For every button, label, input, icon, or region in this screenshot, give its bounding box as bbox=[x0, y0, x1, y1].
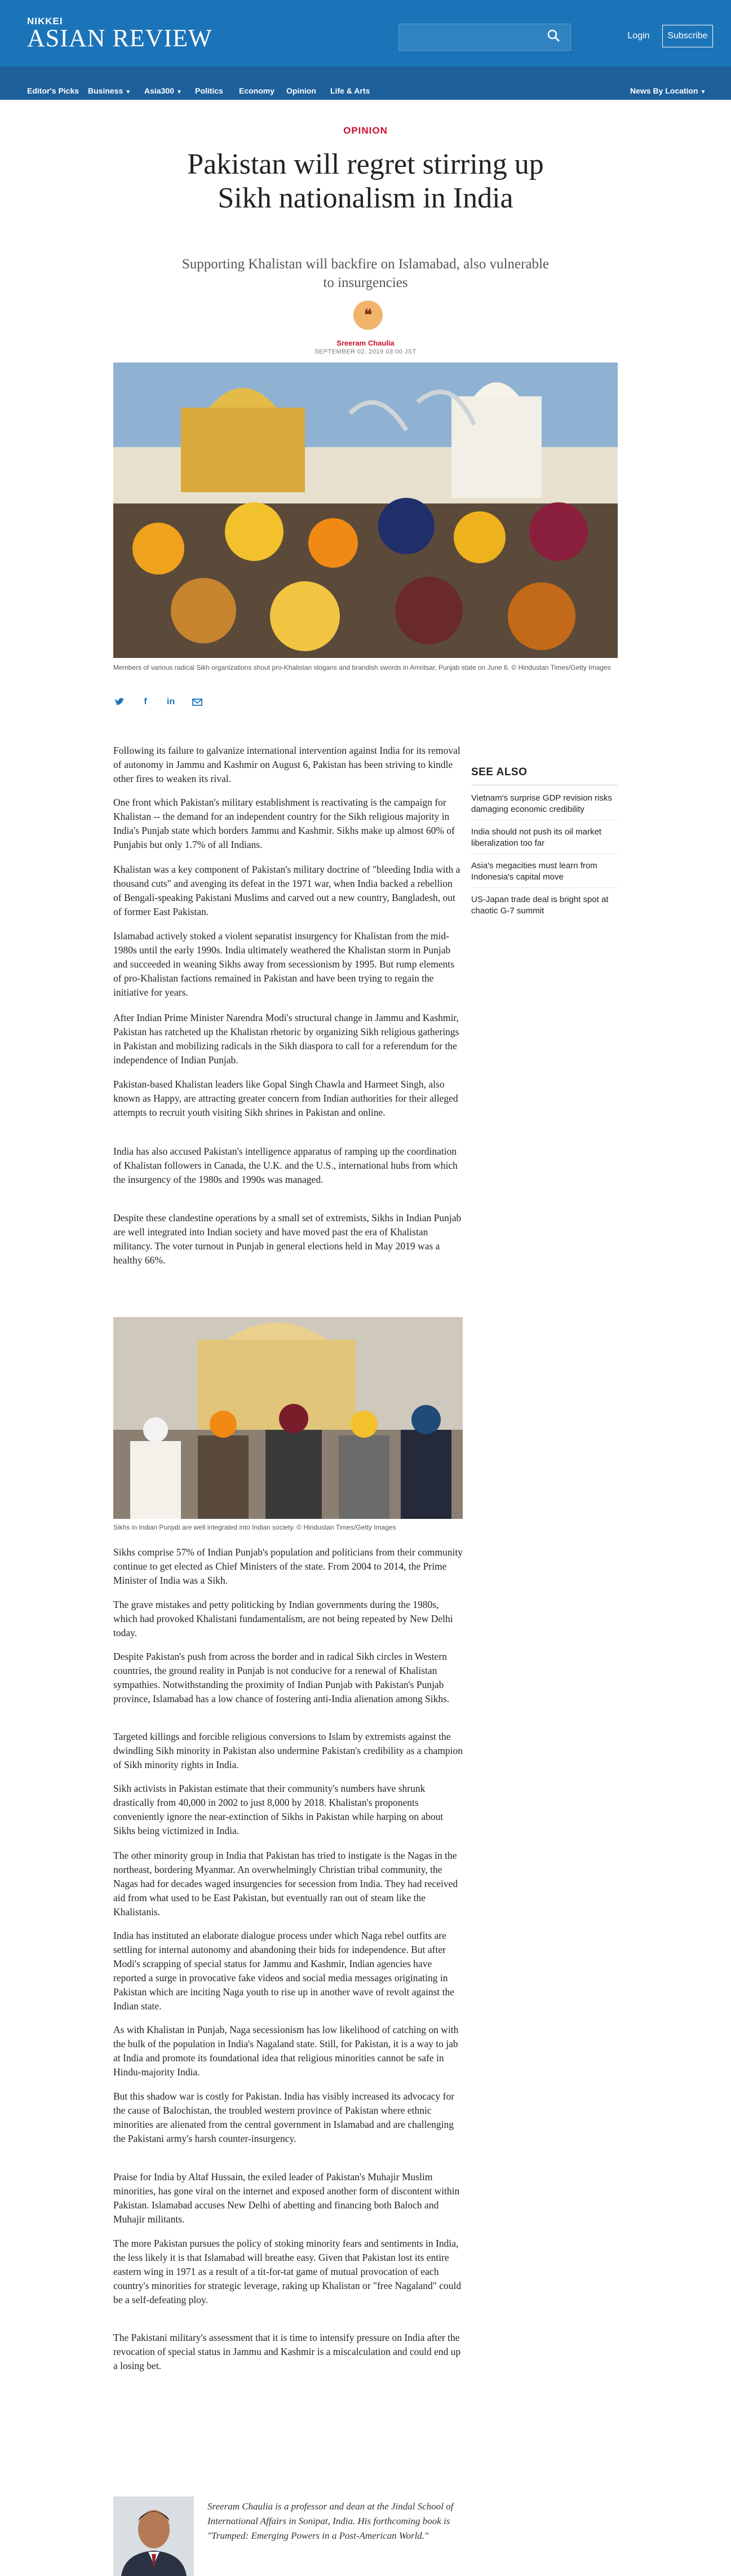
nav-editors-picks[interactable] bbox=[27, 86, 79, 95]
author-photo-illustration bbox=[113, 2497, 194, 2576]
main-nav bbox=[0, 83, 731, 100]
see-also-link[interactable]: India should not push its oil market liberalization too far bbox=[471, 827, 601, 848]
search-icon[interactable] bbox=[545, 27, 562, 44]
article-subhead: Supporting Khalistan will backfire on Islamabad, also vulnerable to insurgencies bbox=[181, 257, 550, 290]
article-date: SEPTEMBER 02, 2019 03:00 JST bbox=[314, 348, 417, 355]
article-paragraph: The other minority group in India that Pakistan has tried to instigate is the Nagas in the northeast, bordering Myanmar. An overwhelmingly Christian tribal community, the Nagas had for decades waged insurgencies for secession from India. They had received aid from what used to be East Pakistan, but eventually ran out of steam like the Khalistanis. bbox=[113, 1850, 458, 1917]
nav-life-arts[interactable] bbox=[330, 86, 370, 95]
facebook-icon[interactable]: f bbox=[144, 697, 147, 706]
author-avatar[interactable]: ❝ bbox=[353, 301, 383, 330]
nav-label: Politics bbox=[195, 86, 223, 95]
hero-photo-illustration bbox=[113, 363, 618, 658]
article-paragraph: As with Khalistan in Punjab, Naga secessionism has low likelihood of catching on with the bulk of the population in India's Nagaland state. Still, for Pakistan, it is a way to jab at India and promote its foundational idea that religious minorities cannot be safe in Hindu-majority India. bbox=[113, 2024, 459, 2078]
article-paragraph: Khalistan was a key component of Pakistan's military doctrine of "bleeding India with a thousand cuts" and avenging its defeat in the 1971 war, when India backed a rebellion of Bengali-speaking Pakistani Muslims and carved out a new country, Bangladesh, out of former East Pakistan. bbox=[113, 864, 460, 917]
see-also-link[interactable]: Vietnam's surprise GDP revision risks damaging economic credibility bbox=[471, 793, 612, 814]
nav-asia300[interactable] bbox=[144, 86, 182, 95]
article-paragraph: Praise for India by Altaf Hussain, the exiled leader of Pakistan's Muhajir Muslim minorities, has gone viral on the internet and exposed another form of discontent within Pakistan. Islamabad accuses New Delhi of abetting and financing both Baloch and Muhajir militants. bbox=[113, 2171, 460, 2225]
nav-label: Asia300 bbox=[144, 86, 174, 95]
linkedin-icon[interactable]: in bbox=[166, 697, 175, 706]
article-paragraph: The more Pakistan pursues the policy of stoking minority fears and sentiments in India, the less likely it is that Islamabad will breathe easy. Given that Pakistan lost its entire eastern wing in 1971 as a result of a tit-for-tat game of mutual provocation of each country's minorities for strategic leverage, raking up Khalistan or "free Nagaland" could be a self-defeating ploy. bbox=[113, 2238, 462, 2305]
author-photo bbox=[113, 2497, 194, 2576]
see-also-title: SEE ALSO bbox=[471, 766, 528, 778]
nav-label: Opinion bbox=[286, 86, 316, 95]
article-paragraph: Pakistan-based Khalistan leaders like Gopal Singh Chawla and Harmeet Singh, also known as Happy, are attracting greater concern from Indian authorities for their alleged attempts to recruit youth visiting Sikh shrines in Pakistan and online. bbox=[113, 1079, 458, 1118]
chevron-down-icon: ▼ bbox=[176, 89, 182, 95]
hero-photo bbox=[113, 363, 618, 658]
article-paragraph: Sikhs comprise 57% of Indian Punjab's population and politicians from their community continue to get elected as Chief Ministers of the state. From 2004 to 2014, the Prime Minister of India was a Sikh. bbox=[113, 1547, 463, 1586]
twitter-icon-glyph bbox=[113, 696, 126, 708]
article-paragraph: One front which Pakistan's military establishment is reactivating is the campaign for Khalistan -- the demand for an independent country for the Sikh religious majority in India's Punjab state which borders Jammu and Kashmir. Sikhs make up almost 60% of Punjabis but only 1.7% of all Indians. bbox=[113, 797, 455, 850]
nav-label: News By Location bbox=[630, 86, 698, 95]
article-paragraph: Targeted killings and forcible religious conversions to Islam by extremists against the dwindling Sikh minority in Pakistan also undermine Pakistan's credibility as a champion of Sikh minority rights in India. bbox=[113, 1731, 463, 1770]
article-paragraph: The grave mistakes and petty politicking by Indian governments during the 1980s, which had provoked Khalistani fundamentalism, are not being repeated by New Delhi today. bbox=[113, 1599, 453, 1638]
article-paragraph: Despite these clandestine operations by a small set of extremists, Sikhs in Indian Punjab are well integrated into Indian society and have moved past the era of Khalistan militancy. The voter turnout in Punjab in general elections held in May 2019 was a healthy 66%. bbox=[113, 1212, 462, 1266]
twitter-icon[interactable] bbox=[113, 696, 126, 708]
article-paragraph: After Indian Prime Minister Narendra Modi's structural change in Jammu and Kashmir, Pakistan has ratcheted up the Khalistan rhetoric by organizing Sikh religious gatherings in Pakistan and mobilizing radicals in the Sikh diaspora to call for a referendum for the independence of Indian Punjab. bbox=[113, 1012, 459, 1066]
article-photo-illustration bbox=[113, 1317, 463, 1519]
author-bio: Sreeram Chaulia is a professor and dean at the Jindal School of International Affairs in Sonipat, India. His forthcoming book is "Trumped: Emerging Powers in a Post-American World." bbox=[207, 2501, 454, 2541]
mail-icon-glyph bbox=[191, 696, 203, 708]
article-photo bbox=[113, 1317, 463, 1519]
brand-top[interactable]: NIKKEI bbox=[27, 16, 63, 26]
nav-business[interactable] bbox=[88, 86, 131, 95]
see-also-link[interactable]: Asia's megacities must learn from Indonesia's capital move bbox=[471, 861, 597, 882]
article-paragraph: The Pakistani military's assessment that it is time to intensify pressure on India after the revocation of special status in Jammu and Kashmir is a miscalculation and could end up a losing bet. bbox=[113, 2332, 461, 2371]
nav-news-by-location[interactable] bbox=[630, 86, 706, 95]
article-headline: Pakistan will regret stirring up Sikh nationalism in India bbox=[187, 148, 544, 214]
photo-caption: Sikhs in Indian Punjab are well integrated into Indian society. © Hindustan Times/Getty Images bbox=[113, 1523, 396, 1531]
article-paragraph: Islamabad actively stoked a violent separatist insurgency for Khalistan from the mid-1980s until the early 1990s. India ultimately weathered the Khalistan storm in Punjab and succeeded in weaning Sikhs away from secessionism by 1995. But rump elements of pro-Khalistan factions remained in Pakistan and have been trying to regain the initiative for years. bbox=[113, 930, 455, 998]
article-paragraph: India has instituted an elaborate dialogue process under which Naga rebel outfits are settling for internal autonomy and abandoning their bids for independence. But after Modi's scrapping of special status for Jammu and Kashmir, Indian agencies have reported a surge in provocative fake videos and social media messages originating in Pakistan which are inciting Naga youth to rise up in another wave of revolt against the Indian state. bbox=[113, 1930, 455, 2012]
chevron-down-icon: ▼ bbox=[700, 89, 706, 95]
article-paragraph: But this shadow war is costly for Pakistan. India has visibly increased its advocacy for the cause of Balochistan, the troubled western province of Pakistan where ethnic minorities are alienated from the central government in Islamabad and are challenging the Pakistani army's harsh counter-insurgency. bbox=[113, 2091, 455, 2144]
mail-icon[interactable] bbox=[191, 696, 203, 708]
section-kicker[interactable]: OPINION bbox=[343, 125, 388, 136]
article-paragraph: India has also accused Pakistan's intelligence apparatus of ramping up the coordination of Khalistan followers in Canada, the U.K. and the U.S., international hubs from which the insurgency of the 1980s and 1990s was managed. bbox=[113, 1146, 458, 1185]
nav-opinion[interactable] bbox=[286, 86, 316, 95]
subscribe-button[interactable]: Subscribe bbox=[662, 25, 713, 47]
nav-label: Life & Arts bbox=[330, 86, 370, 95]
article-paragraph: Sikh activists in Pakistan estimate that their community's numbers have shrunk drastically from 40,000 in 2002 to just 8,000 by 2018. Khalistan's proponents conveniently ignore the near-extinction of Sikhs in Pakistan while harping on about Sikhs being victimized in India. bbox=[113, 1783, 444, 1836]
site-header bbox=[0, 0, 731, 67]
article-paragraph: Following its failure to galvanize international intervention against India for its removal of autonomy in Jammu and Kashmir on August 6, Pakistan has been striving to kindle other fires to weaken its rival. bbox=[113, 745, 460, 784]
divider bbox=[471, 887, 618, 888]
nav-economy[interactable] bbox=[239, 86, 274, 95]
nav-label: Business bbox=[88, 86, 123, 95]
author-name[interactable]: Sreeram Chaulia bbox=[336, 339, 395, 347]
header-fill bbox=[0, 67, 731, 83]
chevron-down-icon: ▼ bbox=[125, 89, 131, 95]
nav-label: Editor's Picks bbox=[27, 86, 79, 95]
see-also-link[interactable]: US-Japan trade deal is bright spot at chaotic G-7 summit bbox=[471, 895, 609, 916]
brand-logo[interactable]: ASIAN REVIEW bbox=[27, 24, 212, 52]
nav-politics[interactable] bbox=[195, 86, 223, 95]
hero-caption: Members of various radical Sikh organizations shout pro-Khalistan slogans and brandish swords in Amritsar, Punjab state on June 6. © Hindustan Times/Getty Images bbox=[113, 664, 611, 671]
article-paragraph: Despite Pakistan's push from across the border and in radical Sikh circles in Western countries, the ground reality in Punjab is not conducive for a renewal of Khalistan sympathies. Notwithstanding the proximity of Indian Punjab with Pakistan's Punjab province, Islamabad has a low chance of fostering anti-India alienation among Sikhs. bbox=[113, 1651, 450, 1704]
nav-label: Economy bbox=[239, 86, 275, 95]
login-button[interactable]: Login bbox=[618, 25, 659, 47]
